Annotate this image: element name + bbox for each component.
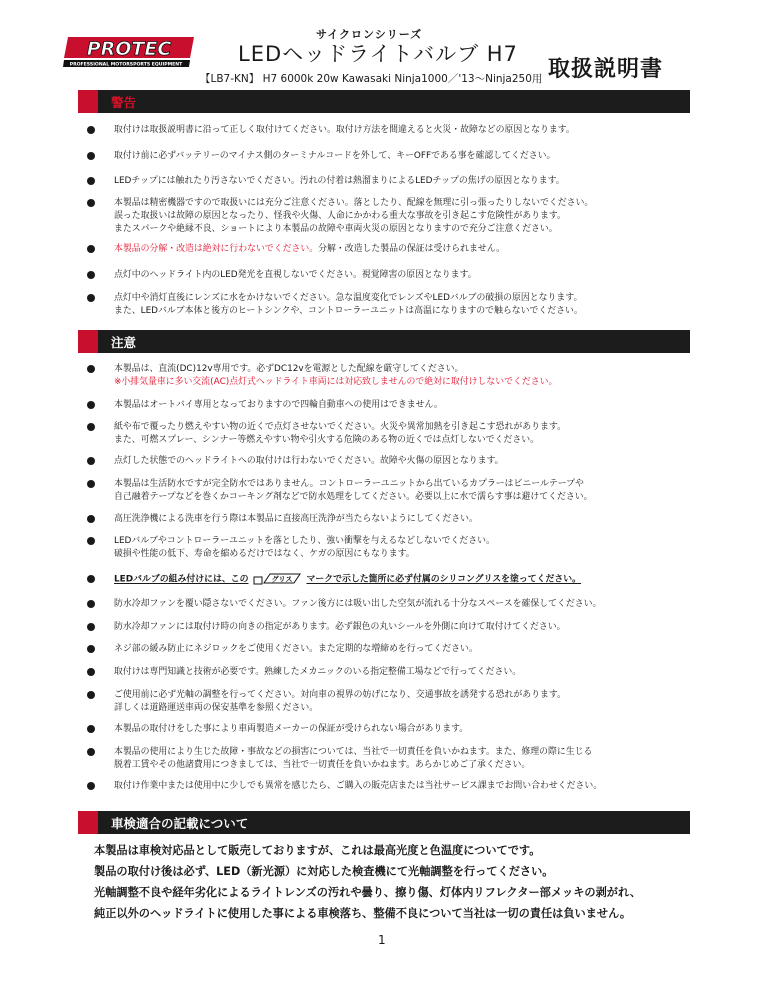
warning-heading: 警告	[111, 95, 137, 110]
series-name: サイクロンシリーズ	[316, 28, 423, 41]
inspection-text: 本製品は車検対応品として販売しておりますが、これは最高光度と色温度についてです。 製品の取付け後は必ず、LED（新光源）に対応した検査機にて光軸調整を行ってください。 光軸調整不良や経年劣化によるライトレンズの汚れや曇り、擦り傷、灯体内リフレクター部メッキの剥がれ、 純正以外のヘッドライトに使用した事による車検落ち、整備不良について当社は一切の責任は負いません。	[94, 844, 642, 920]
red-warning: 本製品の分解・改造は絶対に行わないでください。	[114, 244, 319, 254]
heading-accent	[78, 811, 98, 834]
page-number: 1	[378, 933, 386, 947]
warning-heading-bar	[78, 90, 690, 113]
inspection-heading-bar	[78, 811, 690, 834]
inspection-heading: 車検適合の記載について	[111, 816, 249, 831]
red-note: ※小排気量車に多い交流(AC)点灯式ヘッドライト車両には対応致しませんので絶対に取付けしないでください。	[114, 377, 558, 387]
caution-heading: 注意	[111, 335, 137, 350]
svg-text:グリス: グリス	[272, 575, 293, 584]
grease-mark-icon	[252, 572, 302, 586]
manual-title: 取扱説明書	[548, 57, 664, 82]
heading-accent	[78, 330, 98, 353]
heading-accent	[78, 90, 98, 113]
brand-text: PROTEC	[86, 38, 172, 60]
caution-heading-bar	[78, 330, 690, 353]
product-title: LEDヘッドライトバルブ H7	[238, 42, 518, 66]
protec-logo	[62, 34, 198, 70]
model-line: 【LB7-KN】 H7 6000k 20w Kawasaki Ninja1000／'13～Ninja250用	[200, 73, 543, 85]
brand-tagline: PROFESSIONAL MOTORSPORTS EQUIPMENT	[69, 62, 183, 68]
